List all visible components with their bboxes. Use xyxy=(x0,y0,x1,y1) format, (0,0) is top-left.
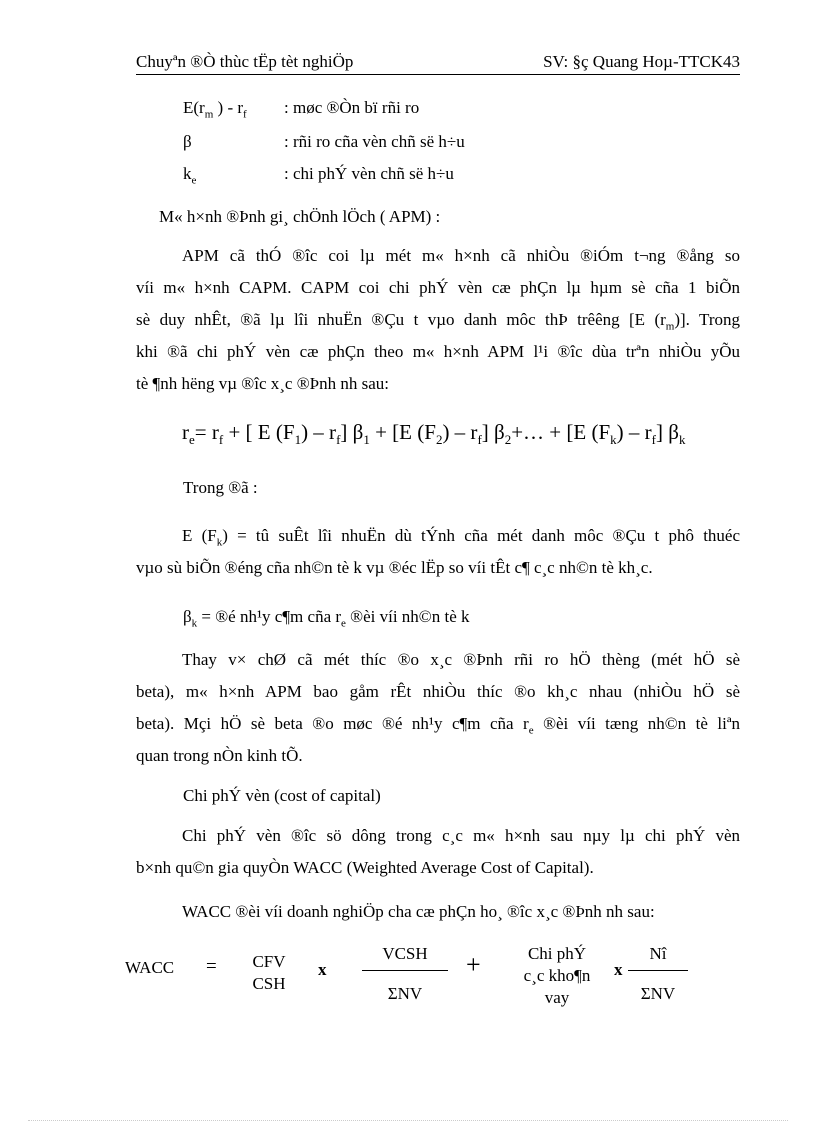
thay-para-line-1: Thay v× chØ cã mét thíc ®o x¸c ®Þnh rñi ro hÖ thèng (mét hÖ sè xyxy=(182,650,740,669)
wacc-vcsh: VCSH xyxy=(382,944,428,963)
cost-para-line-1: Chi phÝ vèn ®îc sö dông trong c¸c m« h×nh sau nµy lµ chi phÝ vèn xyxy=(182,826,740,845)
wacc-lhs: WACC xyxy=(125,958,175,977)
wacc-equals: = xyxy=(206,956,217,977)
wacc-plus: + xyxy=(466,950,481,979)
definition-symbol-2: β xyxy=(183,132,192,151)
thay-para-line-3: beta). Mçi hÖ sè beta ®o møc ®é nh¹y c¶m cña $r_e$ ®èi víi tæng nh©n tè liªn xyxy=(136,714,741,737)
cost-para-line-2: b×nh qu©n gia quyÒn WACC (Weighted Average Cost of Capital). xyxy=(136,858,594,877)
cost-of-capital-heading: Chi phÝ vèn (cost of capital) xyxy=(183,786,381,805)
page-header xyxy=(136,50,740,75)
definition-text-3: : chi phÝ vèn chñ së h÷u xyxy=(284,164,454,183)
definition-text-2: : rñi ro cña vèn chñ së h÷u xyxy=(284,132,465,151)
wacc-multiply-1: x xyxy=(318,960,327,979)
wacc-cfv: CFV xyxy=(252,952,286,971)
trong-do-label: Trong ®ã : xyxy=(183,478,258,497)
apm-para-line-3: sè duy nhÊt, ®ã lµ lîi nhuËn ®Çu t vµo danh môc thÞ trêêng [E $(r_m)$]. Trong xyxy=(136,310,740,333)
page-bottom-border xyxy=(28,1120,788,1121)
wacc-multiply-2: x xyxy=(614,960,623,979)
apm-para-line-1: APM cã thÓ ®îc coi lµ mét m« h×nh cã nhiÒu ®iÓm t¬ng ®ång so xyxy=(182,246,740,265)
wacc-no: Nî xyxy=(649,944,667,963)
apm-para-line-4: khi ®ã chi phÝ vèn cæ phÇn theo m« h×nh APM l¹i ®îc dùa trªn nhiÒu yÕu xyxy=(136,342,740,361)
wacc-fraction-bar-2 xyxy=(628,970,688,971)
definition-symbol-1: $E(r_m$ ) - $r_f$ xyxy=(183,98,247,121)
efk-para-line-2: vµo sù biÕn ®éng cña nh©n tè k vµ ®éc lËp so víi tÊt c¶ c¸c nh©n tè kh¸c. xyxy=(136,558,653,577)
wacc-csh: CSH xyxy=(252,974,286,993)
definition-text-1: : møc ®Òn bï rñi ro xyxy=(284,98,420,117)
wacc-sum-nv-1: ΣNV xyxy=(387,984,423,1003)
wacc-fraction-bar-1 xyxy=(362,970,448,971)
apm-para-line-2: víi m« h×nh CAPM. CAPM coi chi phÝ vèn cæ phÇn lµ hµm sè cña 1 biÕn xyxy=(136,278,740,297)
header-title: Chuyªn ®Ò thùc tËp tèt nghiÖp xyxy=(136,52,354,71)
definition-symbol-3: $k_e$ xyxy=(183,164,197,187)
wacc-chi-phi-line-2: c¸c kho¶n xyxy=(523,966,591,985)
wacc-sum-nv-2: ΣNV xyxy=(640,984,676,1003)
thay-para-line-2: beta), m« h×nh APM bao gåm rÊt nhiÒu thíc ®o kh¸c nhau (nhiÒu hÖ sè xyxy=(136,682,740,701)
header-student: SV: §ç Quang Hoµ-TTCK43 xyxy=(543,52,740,71)
apm-para-line-5: tè ¶nh hëng vµ ®îc x¸c ®Þnh nh sau: xyxy=(136,374,389,393)
apm-formula: $r_e= r_f$ + [ E $(F_1) - r_f$] $\beta_1 + [E$ $(F_2) - r_f$] $\beta_2+\dots + [E$ $(F_k) - r_f$] $\beta_k$ xyxy=(182,420,686,448)
beta-k-definition: $\beta_k$ = ®é nh¹y c¶m cña $r_e$ ®èi víi nh©n tè k xyxy=(183,607,470,630)
wacc-chi-phi-line-3: vay xyxy=(544,988,570,1007)
wacc-chi-phi-line-1: Chi phÝ xyxy=(527,944,587,963)
efk-para-line-1: E $(F_k)$ = tû suÊt lîi nhuËn dù tÝnh cña mét danh môc ®Çu t phô thuéc xyxy=(182,526,741,549)
wacc-intro: WACC ®èi víi doanh nghiÖp cha cæ phÇn ho¸ ®îc x¸c ®Þnh nh sau: xyxy=(182,902,655,921)
thay-para-line-4: quan trong nÒn kinh tÕ. xyxy=(136,746,303,765)
apm-heading: M« h×nh ®Þnh gi¸ chÖnh lÖch ( APM) : xyxy=(159,207,441,226)
